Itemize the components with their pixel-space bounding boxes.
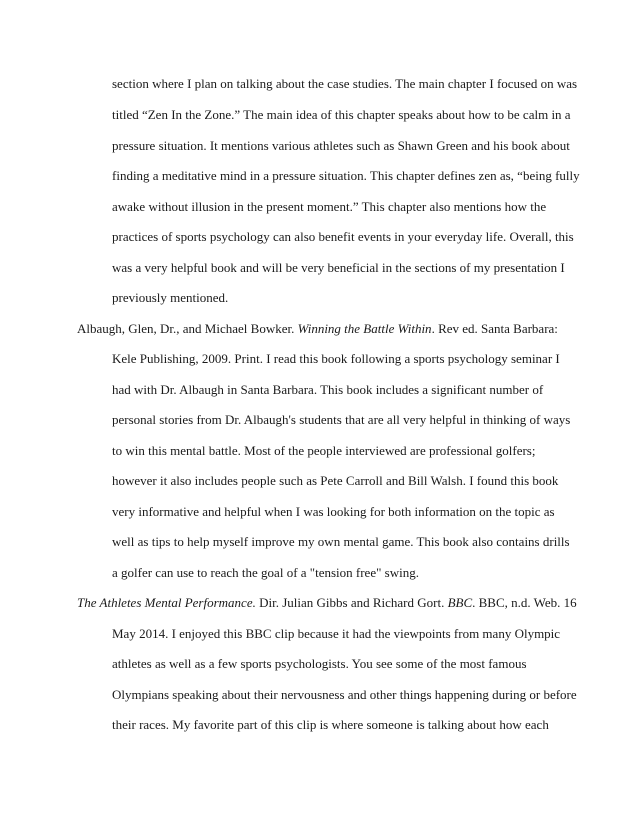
citation-title: Winning the Battle Within bbox=[297, 321, 432, 336]
citation-details: . Rev ed. Santa Barbara: bbox=[431, 321, 558, 336]
citation-details: . BBC, n.d. Web. 16 bbox=[472, 595, 577, 610]
text-line: however it also includes people such as Pete Carroll and Bill Walsh. I found this book bbox=[112, 473, 559, 488]
citation-authors: Albaugh, Glen, Dr., and Michael Bowker. bbox=[77, 321, 298, 336]
text-line: was a very helpful book and will be very beneficial in the sections of my presentation I bbox=[112, 260, 565, 275]
text-line: May 2014. I enjoyed this BBC clip because it had the viewpoints from many Olympic bbox=[112, 626, 561, 641]
text-line: Kele Publishing, 2009. Print. I read this book following a sports psychology seminar I bbox=[112, 351, 560, 366]
text-line: had with Dr. Albaugh in Santa Barbara. This book includes a significant number of bbox=[112, 382, 544, 397]
text-line: very informative and helpful when I was looking for both information on the topic as bbox=[112, 504, 555, 519]
text-line: practices of sports psychology can also benefit events in your everyday life. Overall, this bbox=[112, 229, 574, 244]
text-line: Olympians speaking about their nervousness and other things happening during or before bbox=[112, 687, 577, 702]
text-line: their races. My favorite part of this clip is where someone is talking about how each bbox=[112, 717, 549, 732]
text-line: section where I plan on talking about the case studies. The main chapter I focused on was bbox=[112, 76, 578, 91]
text-line: to win this mental battle. Most of the people interviewed are professional golfers; bbox=[112, 443, 536, 458]
text-line: well as tips to help myself improve my own mental game. This book also contains drills bbox=[112, 534, 570, 549]
text-line: previously mentioned. bbox=[112, 290, 229, 305]
text-line: personal stories from Dr. Albaugh's students that are all very helpful in thinking of ways bbox=[112, 412, 571, 427]
text-line: athletes as well as a few sports psychologists. You see some of the most famous bbox=[112, 656, 527, 671]
citation-first-line bbox=[77, 595, 577, 611]
text-line: a golfer can use to reach the goal of a "tension free" swing. bbox=[112, 565, 419, 580]
citation-title: The Athletes Mental Performance. bbox=[77, 595, 256, 610]
citation-publisher: BBC bbox=[447, 595, 473, 610]
text-line: awake without illusion in the present moment.” This chapter also mentions how the bbox=[112, 199, 547, 214]
text-line: finding a meditative mind in a pressure situation. This chapter defines zen as, “being fully bbox=[112, 168, 580, 183]
text-line: titled “Zen In the Zone.” The main idea of this chapter speaks about how to be calm in a bbox=[112, 107, 571, 122]
text-line: pressure situation. It mentions various athletes such as Shawn Green and his book about bbox=[112, 138, 570, 153]
citation-first-line bbox=[77, 321, 558, 337]
citation-directors: Dir. Julian Gibbs and Richard Gort. bbox=[255, 595, 448, 610]
